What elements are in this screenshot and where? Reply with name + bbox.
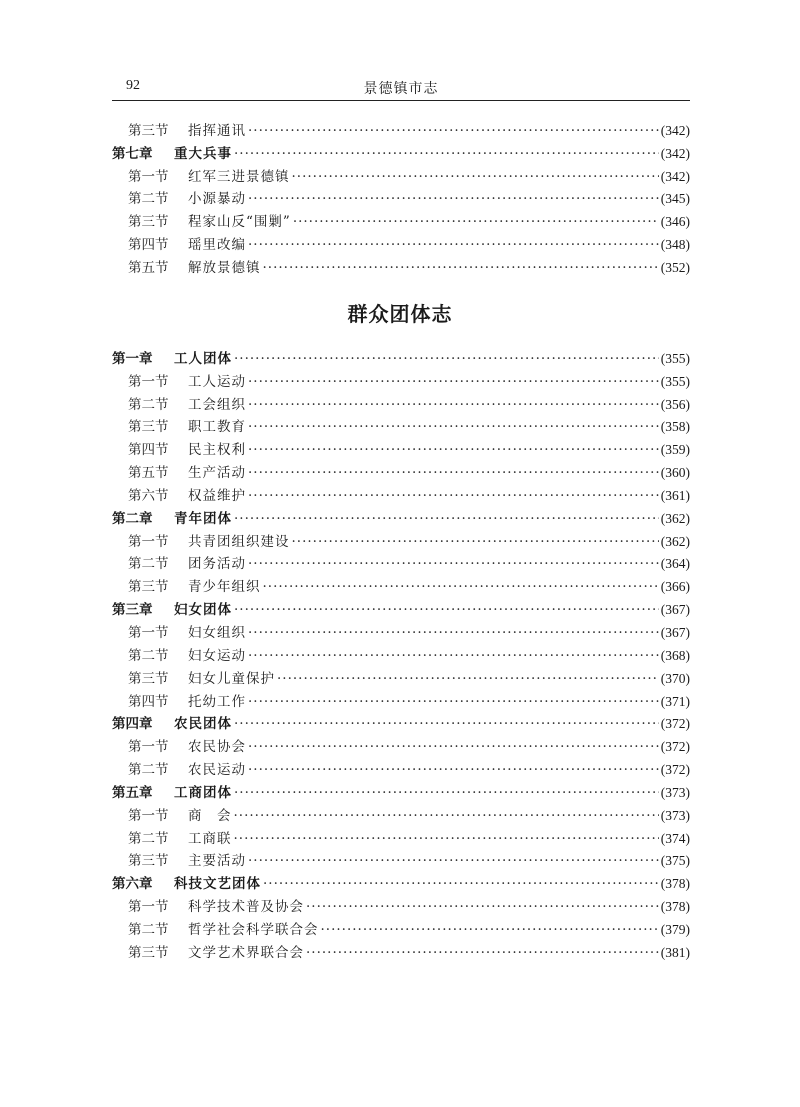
entry-page: (378): [660, 899, 690, 915]
entry-page: (374): [660, 830, 690, 846]
entry-page: (348): [660, 237, 690, 253]
entry-page: (378): [660, 876, 690, 892]
entry-page: (373): [660, 807, 690, 823]
entry-page: (379): [660, 921, 690, 937]
page-number: 92: [126, 78, 140, 93]
entry-title: 托幼工作: [188, 693, 246, 710]
entry-title: 商 会: [188, 807, 232, 824]
entry-page: (364): [660, 556, 690, 572]
entry-label: 第二节: [128, 921, 169, 938]
entry-title: 工人团体: [174, 350, 232, 367]
entry-label: 第一节: [128, 624, 169, 641]
entry-title: 解放景德镇: [188, 259, 261, 276]
entry-label: 第一节: [128, 899, 169, 916]
toc-chapter-entry: [112, 139, 690, 162]
entry-page: (360): [660, 465, 690, 481]
entry-label: 第三节: [128, 214, 169, 231]
dot-leader: [248, 237, 659, 253]
section-title: 群众团体志: [347, 302, 453, 326]
toc-section-entry: [112, 162, 690, 185]
entry-page: (372): [660, 716, 690, 732]
toc-section-entry: [112, 253, 690, 276]
toc-section-entry: [112, 550, 690, 573]
dot-leader: [306, 899, 659, 915]
toc-section-entry: [112, 185, 690, 208]
toc-chapter-entry: [112, 595, 690, 618]
entry-title: 权益维护: [188, 487, 246, 504]
toc-section-entry: [112, 413, 690, 436]
entry-title: 青少年组织: [188, 579, 261, 596]
entry-page: (342): [660, 145, 690, 161]
entry-page: (346): [660, 214, 690, 230]
dot-leader: [248, 648, 659, 664]
entry-title: 农民运动: [188, 762, 246, 779]
entry-label: 第七章: [112, 145, 153, 162]
entry-page: (361): [660, 487, 690, 503]
dot-leader: [234, 785, 659, 801]
toc-section-entry: [112, 116, 690, 139]
entry-title: 瑶里改编: [188, 237, 246, 254]
entry-title: 科技文艺团体: [174, 876, 261, 893]
toc-section-entry: [112, 915, 690, 938]
entry-label: 第三章: [112, 602, 153, 619]
dot-leader: [248, 625, 659, 641]
entry-title: 科学技术普及协会: [188, 899, 304, 916]
entry-page: (375): [660, 853, 690, 869]
entry-page: (359): [660, 442, 690, 458]
entry-title: 程家山反“围剿”: [188, 214, 291, 231]
entry-title: 文学艺术界联合会: [188, 944, 304, 961]
dot-leader: [293, 214, 659, 230]
dot-leader: [248, 419, 659, 435]
entry-page: (381): [660, 944, 690, 960]
toc-section-entry: [112, 572, 690, 595]
entry-page: (362): [660, 533, 690, 549]
toc-section-entry: [112, 207, 690, 230]
entry-title: 妇女组织: [188, 624, 246, 641]
entry-title: 指挥通讯: [188, 122, 246, 139]
entry-label: 第二节: [128, 830, 169, 847]
entry-label: 第二节: [128, 191, 169, 208]
toc-section-entry: [112, 938, 690, 961]
toc-section-entry: [112, 618, 690, 641]
entry-label: 第五节: [128, 465, 169, 482]
toc-chapter-entry: [112, 504, 690, 527]
dot-leader: [248, 465, 659, 481]
entry-label: 第三节: [128, 670, 169, 687]
entry-page: (345): [660, 191, 690, 207]
entry-page: (368): [660, 647, 690, 663]
dot-leader: [277, 671, 659, 687]
toc-list-upper: [112, 116, 690, 276]
entry-title: 职工教育: [188, 419, 246, 436]
dot-leader: [321, 922, 659, 938]
entry-title: 农民协会: [188, 739, 246, 756]
dot-leader: [292, 169, 659, 185]
toc-chapter-entry: [112, 710, 690, 733]
dot-leader: [248, 123, 659, 139]
entry-page: (373): [660, 784, 690, 800]
entry-label: 第五节: [128, 259, 169, 276]
entry-label: 第一节: [128, 373, 169, 390]
entry-page: (371): [660, 693, 690, 709]
entry-label: 第二节: [128, 556, 169, 573]
dot-leader: [248, 191, 659, 207]
entry-label: 第二章: [112, 510, 153, 527]
entry-label: 第三节: [128, 944, 169, 961]
entry-label: 第四章: [112, 716, 153, 733]
toc-section-entry: [112, 458, 690, 481]
entry-page: (372): [660, 762, 690, 778]
entry-title: 妇女儿童保护: [188, 670, 275, 687]
entry-label: 第三节: [128, 122, 169, 139]
toc-section-entry: [112, 664, 690, 687]
toc-section-entry: [112, 527, 690, 550]
entry-label: 第五章: [112, 784, 153, 801]
entry-title: 青年团体: [174, 510, 232, 527]
entry-page: (372): [660, 739, 690, 755]
entry-title: 红军三进景德镇: [188, 168, 290, 185]
entry-label: 第四节: [128, 237, 169, 254]
entry-label: 第三节: [128, 853, 169, 870]
entry-label: 第四节: [128, 442, 169, 459]
toc-chapter-entry: [112, 344, 690, 367]
toc-section-entry: [112, 641, 690, 664]
entry-label: 第二节: [128, 762, 169, 779]
dot-leader: [263, 579, 659, 595]
entry-title: 生产活动: [188, 465, 246, 482]
dot-leader: [248, 694, 659, 710]
toc-section-entry: [112, 732, 690, 755]
toc-section-entry: [112, 801, 690, 824]
entry-title: 工商团体: [174, 784, 232, 801]
dot-leader: [248, 853, 659, 869]
entry-label: 第四节: [128, 693, 169, 710]
toc-chapter-entry: [112, 778, 690, 801]
entry-page: (366): [660, 579, 690, 595]
entry-title: 工人运动: [188, 373, 246, 390]
dot-leader: [234, 716, 659, 732]
dot-leader: [292, 534, 659, 550]
dot-leader: [234, 511, 659, 527]
entry-title: 重大兵事: [174, 145, 232, 162]
dot-leader: [234, 351, 659, 367]
entry-label: 第二节: [128, 396, 169, 413]
entry-page: (358): [660, 419, 690, 435]
dot-leader: [234, 146, 659, 162]
entry-page: (367): [660, 602, 690, 618]
dot-leader: [248, 397, 659, 413]
toc-section-entry: [112, 481, 690, 504]
toc-section-entry: [112, 755, 690, 778]
entry-title: 工会组织: [188, 396, 246, 413]
dot-leader: [248, 762, 659, 778]
entry-title: 民主权利: [188, 442, 246, 459]
dot-leader: [248, 442, 659, 458]
entry-page: (355): [660, 373, 690, 389]
page-header: [112, 74, 690, 101]
entry-title: 哲学社会科学联合会: [188, 921, 319, 938]
dot-leader: [234, 602, 659, 618]
dot-leader: [248, 556, 659, 572]
entry-label: 第六节: [128, 487, 169, 504]
dot-leader: [263, 260, 659, 276]
entry-label: 第六章: [112, 876, 153, 893]
dot-leader: [248, 374, 659, 390]
toc-chapter-entry: [112, 869, 690, 892]
entry-page: (362): [660, 510, 690, 526]
toc-section-entry: [112, 230, 690, 253]
entry-label: 第一节: [128, 739, 169, 756]
running-title: 景德镇市志: [363, 81, 439, 97]
entry-title: 小源暴动: [188, 191, 246, 208]
entry-page: (342): [660, 168, 690, 184]
dot-leader: [234, 808, 659, 824]
entry-label: 第一章: [112, 350, 153, 367]
entry-label: 第三节: [128, 419, 169, 436]
toc-section-entry: [112, 390, 690, 413]
entry-page: (367): [660, 624, 690, 640]
dot-leader: [234, 831, 659, 847]
entry-page: (355): [660, 350, 690, 366]
toc-section-entry: [112, 847, 690, 870]
toc-section-entry: [112, 367, 690, 390]
dot-leader: [263, 876, 659, 892]
toc-list-lower: [112, 344, 690, 961]
dot-leader: [248, 739, 659, 755]
entry-page: (352): [660, 259, 690, 275]
entry-page: (370): [660, 670, 690, 686]
entry-page: (356): [660, 396, 690, 412]
entry-title: 妇女团体: [174, 602, 232, 619]
toc-section-entry: [112, 687, 690, 710]
entry-label: 第一节: [128, 807, 169, 824]
entry-label: 第一节: [128, 533, 169, 550]
toc-section-entry: [112, 435, 690, 458]
dot-leader: [306, 945, 659, 961]
entry-label: 第二节: [128, 647, 169, 664]
toc-section-entry: [112, 824, 690, 847]
entry-page: (342): [660, 122, 690, 138]
entry-title: 团务活动: [188, 556, 246, 573]
dot-leader: [248, 488, 659, 504]
entry-title: 妇女运动: [188, 647, 246, 664]
entry-label: 第三节: [128, 579, 169, 596]
entry-title: 共青团组织建设: [188, 533, 290, 550]
entry-title: 主要活动: [188, 853, 246, 870]
entry-title: 农民团体: [174, 716, 232, 733]
entry-label: 第一节: [128, 168, 169, 185]
entry-title: 工商联: [188, 830, 232, 847]
toc-section-entry: [112, 892, 690, 915]
